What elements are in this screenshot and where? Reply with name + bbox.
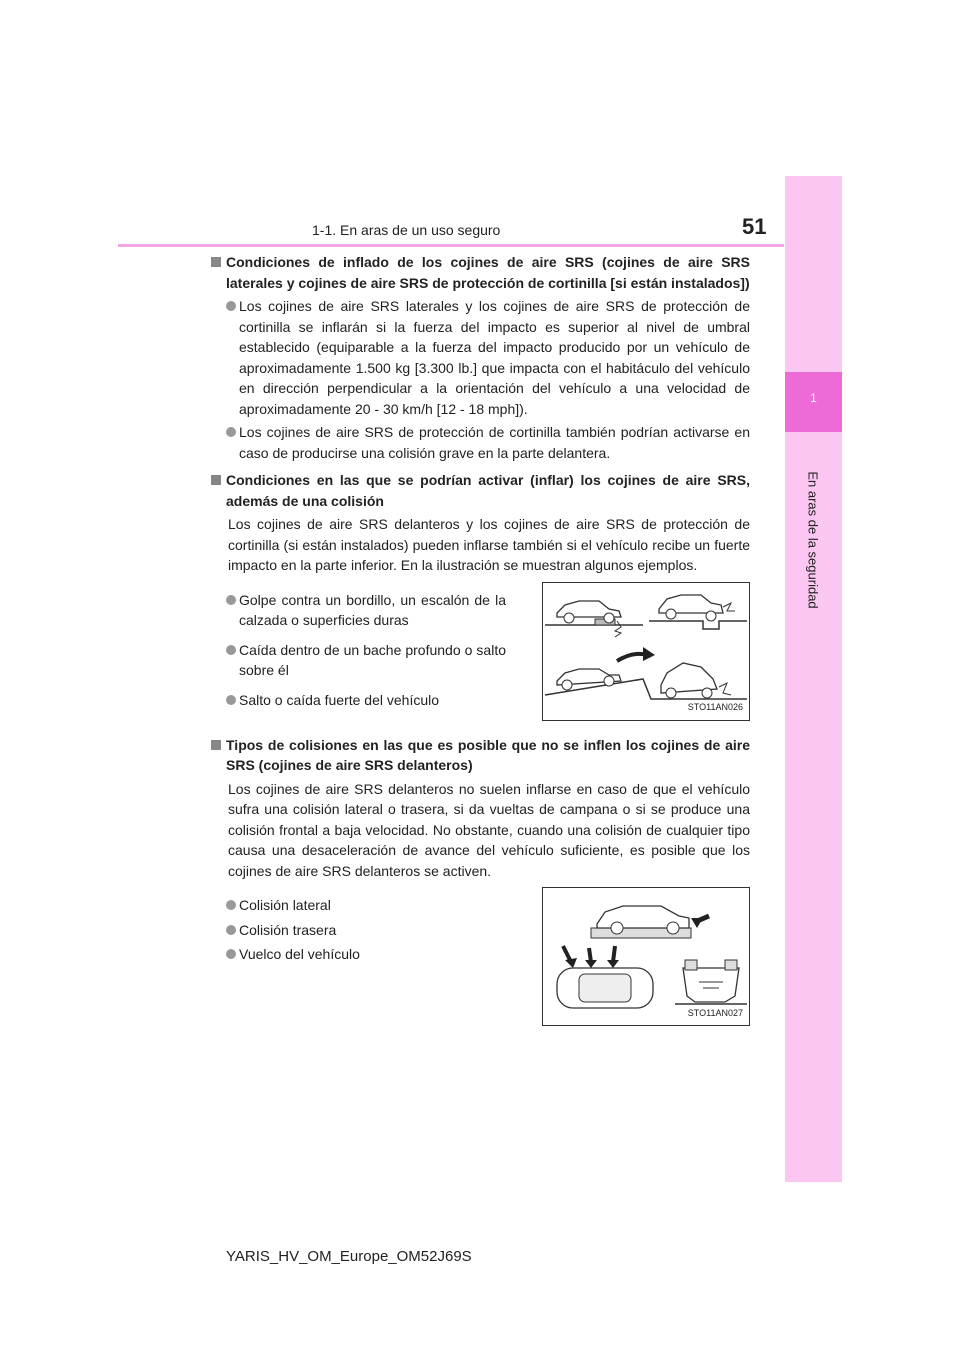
circle-bullet-icon	[226, 949, 236, 959]
circle-bullet-icon	[226, 427, 236, 437]
list-item	[210, 296, 750, 419]
bullet-list	[210, 887, 506, 965]
circle-bullet-icon	[226, 925, 236, 935]
figure-code: STO11AN026	[687, 702, 743, 712]
section-heading-text: Condiciones en las que se podrían activar (inflar) los cojines de aire SRS, además de una colisión	[226, 472, 750, 509]
list-item-text: Colisión trasera	[239, 921, 337, 938]
section-heading	[210, 470, 750, 511]
header-section-title: 1-1. En aras de un uso seguro	[312, 222, 501, 238]
list-item-text: Vuelco del vehículo	[239, 946, 360, 962]
figure-code: STO11AN027	[687, 1007, 743, 1018]
circle-bullet-icon	[226, 301, 236, 311]
list-item	[210, 690, 506, 711]
figure-underbody-impacts	[542, 582, 750, 721]
square-bullet-icon	[211, 257, 221, 267]
bullets-with-figure	[210, 887, 750, 1026]
list-item-text: Salto o caída fuerte del vehículo	[239, 691, 440, 708]
car-rear-collision-illustration	[591, 906, 709, 938]
list-item-text: Los cojines de aire SRS laterales y los cojines de aire SRS de protección de cortinilla se inflarán si la fuerza del impacto es superior al nivel de umbral establecido (equiparable a la fuerza del impacto producido por un vehículo de aproximadamente 1.500 kg [3.300 lb.] que impacta con el habitáculo del vehículo en dirección perpendicular a la orientación del vehículo a una velocidad de aproximadamente 20 - 30 km/h [12 - 18 mph]).	[239, 298, 750, 417]
car-pothole-illustration	[649, 595, 747, 629]
bullets-with-figure	[210, 582, 750, 721]
list-item	[210, 422, 750, 463]
section-paragraph: Los cojines de aire SRS delanteros no suelen inflarse en caso de que el vehículo sufra una colisión lateral o trasera, si da vueltas de campana o si se produce una colisión frontal a baja velocidad. No obstante, cuando una colisión de cualquier tipo causa una desaceleración de avance del vehículo suficiente, es posible que los cojines de aire SRS delanteros se activen.	[228, 780, 750, 879]
list-item-text: Los cojines de aire SRS de protección de cortinilla también podrían activarse en caso de producirse una colisión grave en la parte delantera.	[239, 424, 750, 461]
circle-bullet-icon	[226, 645, 236, 655]
list-item	[210, 944, 506, 965]
page-content	[210, 252, 750, 1026]
circle-bullet-icon	[226, 595, 236, 605]
list-item	[210, 640, 506, 681]
chapter-side-tab	[785, 176, 842, 1182]
footer-document-id: YARIS_HV_OM_Europe_OM52J69S	[226, 1248, 472, 1265]
figure-non-deploy-collisions	[542, 887, 750, 1026]
car-curb-illustration	[545, 601, 643, 637]
list-item-text: Golpe contra un bordillo, un escalón de la calzada o superficies duras	[239, 591, 506, 628]
bullet-list	[210, 582, 506, 711]
arrow-icon	[617, 647, 655, 661]
section-heading-text: Condiciones de inflado de los cojines de aire SRS (cojines de aire SRS laterales y cojines de aire SRS de protección de cortinilla [si están instalados])	[226, 254, 750, 291]
chapter-label: En aras de la seguridad	[805, 471, 821, 609]
list-item-text: Caída dentro de un bache profundo o salto sobre él	[239, 641, 506, 678]
page-number: 51	[742, 214, 767, 239]
header-divider	[118, 244, 784, 247]
section-paragraph: Los cojines de aire SRS delanteros y los cojines de aire SRS de protección de cortinilla (si están instalados) pueden inflarse también si el vehículo recibe un fuerte impacto en la parte inferior. En la ilustración se muestran algunos ejemplos.	[228, 516, 750, 573]
section-heading	[210, 735, 750, 776]
section-heading	[210, 252, 750, 293]
square-bullet-icon	[211, 740, 221, 750]
list-item	[210, 590, 506, 631]
list-item-text: Colisión lateral	[239, 897, 331, 913]
square-bullet-icon	[211, 475, 221, 485]
list-item	[210, 920, 506, 941]
list-item	[210, 895, 506, 916]
car-rollover-illustration	[675, 960, 747, 1004]
section-heading-text: Tipos de colisiones en las que es posible que no se inflen los cojines de aire SRS (cojines de aire SRS delanteros)	[226, 736, 750, 773]
circle-bullet-icon	[226, 900, 236, 910]
circle-bullet-icon	[226, 695, 236, 705]
car-jump-illustration	[545, 663, 747, 699]
car-side-collision-illustration	[557, 946, 653, 1008]
chapter-number: 1	[810, 391, 817, 405]
